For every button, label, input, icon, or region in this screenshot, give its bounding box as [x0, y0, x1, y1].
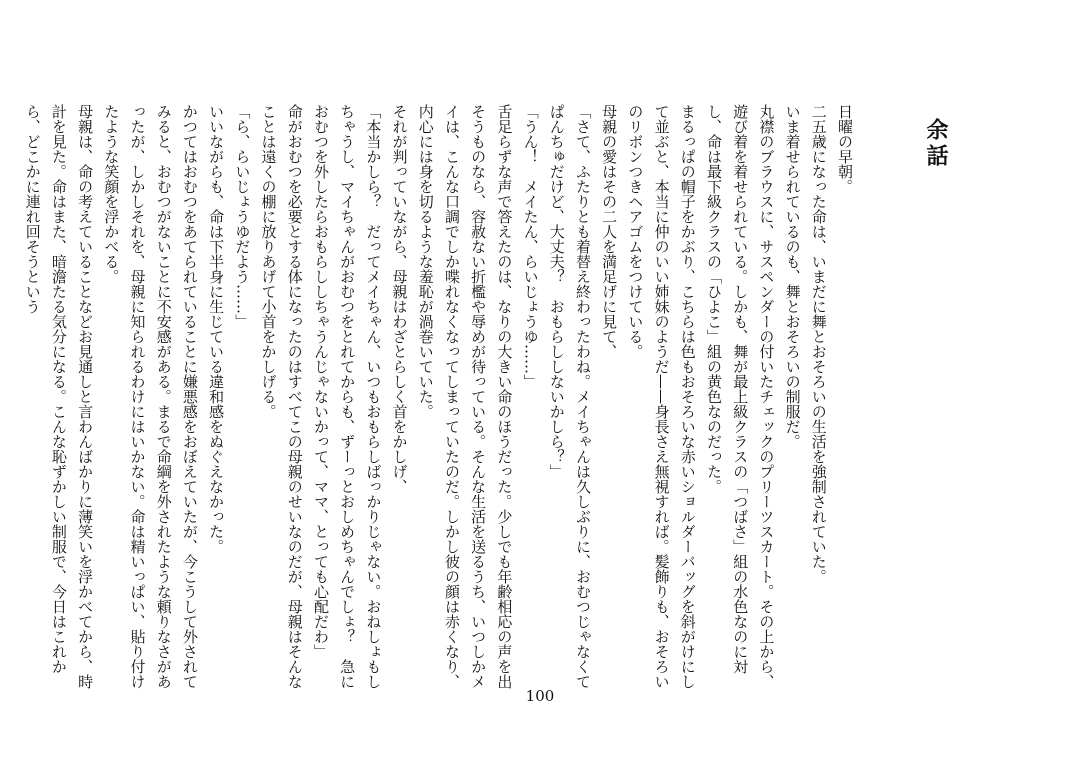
- paragraph: 二五歳になった命は、いまだに舞とおそろいの生活を強制されていた。: [809, 104, 828, 584]
- paragraph: 「さて、ふたりとも着替え終わったわね。メイちゃんは久しぶりに、おむつじゃなくてぱんちゅだけど、大丈夫？ おもらししないかしら？」: [547, 104, 592, 689]
- chapter-title: 余話: [923, 118, 949, 170]
- paragraph: いいながらも、命は下半身に生じている違和感をぬぐえなかった。: [207, 104, 226, 554]
- paragraph: 日曜の早朝。: [836, 104, 854, 194]
- paragraph: それが判っていながら、母親はわざとらしく首をかしげ、: [390, 104, 409, 494]
- paragraph: 母親は、命の考えていることなどお見通しと言わんばかりに薄笑いを浮かべてから、時計を見た。命はまた、暗澹たる気分になる。こんな恥ずかしい制服で、今日はこれから、どこかに連れ回そうという: [23, 104, 95, 689]
- paragraph: 「うん！ メイたん、らいじょうゆ……」: [521, 104, 540, 389]
- paragraph: 舌足らずな声で答えたのは、なりの大きい命のほうだった。少しでも年齢相応の声を出そうものなら、容赦ない折檻や辱めが待っている。そんな生活を送るうち、いつしかメイは、こんな口調でしか喋れなくなってしまっていたのだ。しかし彼の顔は赤くなり、内心には身を切るような羞恥が渦巻いていた。: [416, 104, 514, 689]
- page-number: 100: [525, 687, 555, 705]
- paragraph: 母親の愛はその二人を満足げに見て、: [600, 104, 619, 359]
- paragraph: 「本当かしら？ だってメイちゃん、いつもおもらしばっかりじゃない。おねしょもしちゃうし、マイちゃんがおむつをとれてからも、ずーっとおしめちゃんでしょ？ 急におむつを外したらおもらししちゃうんじゃないかって、ママ、とっても心配だわ」: [311, 104, 383, 689]
- body-text: [23, 104, 858, 692]
- paragraph: 丸襟のブラウスに、サスペンダーの付いたチェックのプリーツスカート。その上から、遊び着を着せられている。しかも、舞が最上級クラスの「つばさ」組の水色なのに対し、命は最下級クラスの「ひよこ」組の黄色なのだった。: [704, 104, 776, 689]
- paragraph: かつてはおむつをあてられていることに嫌悪感をおぼえていたが、今こうして外されてみると、おむつがないことに不安感がある。まるで命綱を外されたような頼りなさがあったが、しかしそれを、母親に知られるわけにはいかない。命は精いっぱい、貼り付けたような笑顔を浮かべる。: [102, 104, 199, 689]
- paragraph: 「ら、らいじょうゆだよう……」: [233, 104, 252, 329]
- paragraph: まるっぱの帽子をかぶり、こちらは色もおそろいな赤いショルダーバッグを斜がけにして並ぶと、本当に仲のいい姉妹のようだ——身長さえ無視すれば。髪飾りも、おそろいのリボンつきヘアゴムをつけている。: [626, 104, 697, 689]
- paragraph: 命がおむつを必要とする体になったのはすべてこの母親のせいなのだが、母親はそんなことは遠くの棚に放りあげて小首をかしげる。: [259, 104, 304, 689]
- paragraph: いま着せられているのも、舞とおそろいの制服だ。: [783, 104, 802, 449]
